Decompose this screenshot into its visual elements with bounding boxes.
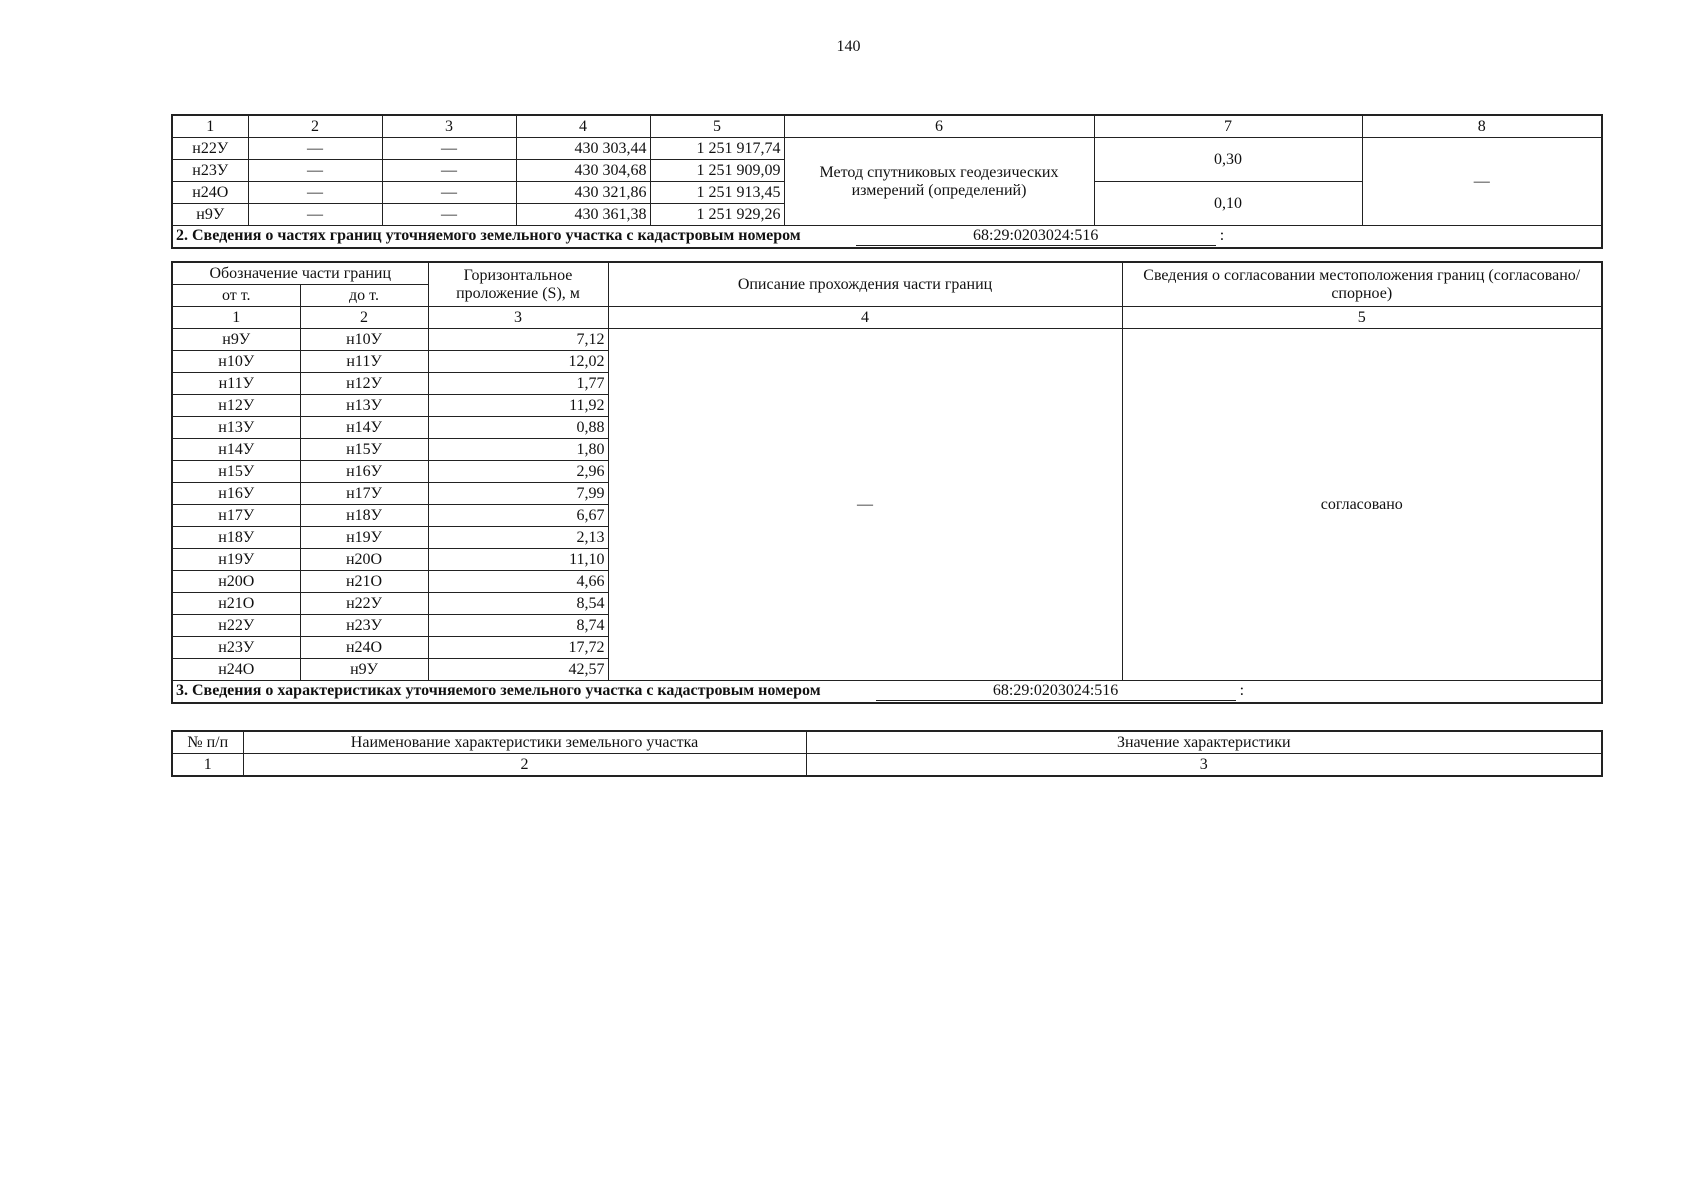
col-numbers-row: [172, 307, 1602, 329]
accuracy-cell: 0,10: [1094, 182, 1362, 226]
col8-cell: —: [1362, 138, 1602, 226]
point-row: [172, 138, 1602, 160]
segment-to: н11У: [300, 351, 428, 373]
accuracy-cell: 0,30: [1094, 138, 1362, 182]
col-number-5: 5: [650, 115, 784, 138]
description-header: Описание прохождения части границ: [608, 262, 1122, 307]
segment-to: н20О: [300, 549, 428, 571]
segment-distance: 2,96: [428, 461, 608, 483]
description-value: —: [608, 329, 1122, 681]
segment-from: н22У: [172, 615, 300, 637]
segment-from: н24О: [172, 659, 300, 681]
segment-distance: 17,72: [428, 637, 608, 659]
section3-title-row: [172, 681, 1602, 704]
segment-from: н21О: [172, 593, 300, 615]
point-col2: —: [248, 138, 382, 160]
segment-distance: 8,54: [428, 593, 608, 615]
point-y: 1 251 913,45: [650, 182, 784, 204]
segment-to: н21О: [300, 571, 428, 593]
method-cell: Метод спутниковых геодезических измерений (определений): [784, 138, 1094, 226]
segment-row: [172, 329, 1602, 351]
num-header: № п/п: [172, 731, 243, 754]
segment-to: н9У: [300, 659, 428, 681]
points-table: [171, 114, 1603, 249]
segment-to: н22У: [300, 593, 428, 615]
segment-distance: 8,74: [428, 615, 608, 637]
segment-distance: 11,92: [428, 395, 608, 417]
point-y: 1 251 909,09: [650, 160, 784, 182]
col-number-4: 4: [608, 307, 1122, 329]
segment-from: н19У: [172, 549, 300, 571]
from-header: от т.: [172, 285, 300, 307]
col-number-4: 4: [516, 115, 650, 138]
segment-distance: 7,12: [428, 329, 608, 351]
segment-from: н10У: [172, 351, 300, 373]
segment-to: н12У: [300, 373, 428, 395]
section3-cadastral-number: 68:29:0203024:516: [876, 682, 1236, 701]
to-header: до т.: [300, 285, 428, 307]
col-number-1: 1: [172, 307, 300, 329]
characteristics-table: [171, 730, 1603, 777]
segment-to: н14У: [300, 417, 428, 439]
col-number-1: 1: [172, 754, 243, 777]
agreement-value: согласовано: [1122, 329, 1602, 681]
segment-distance: 6,67: [428, 505, 608, 527]
col-number-7: 7: [1094, 115, 1362, 138]
segment-distance: 4,66: [428, 571, 608, 593]
boundary-parts-table: [171, 261, 1603, 704]
section2-title-row: [172, 226, 1602, 249]
point-name: н9У: [172, 204, 248, 226]
point-name: н24О: [172, 182, 248, 204]
col-number-3: 3: [382, 115, 516, 138]
point-name: н23У: [172, 160, 248, 182]
segment-distance: 0,88: [428, 417, 608, 439]
segment-to: н24О: [300, 637, 428, 659]
point-col3: —: [382, 182, 516, 204]
point-y: 1 251 929,26: [650, 204, 784, 226]
section2-colon: :: [1219, 227, 1225, 245]
segment-from: н13У: [172, 417, 300, 439]
segment-distance: 12,02: [428, 351, 608, 373]
col-number-3: 3: [806, 754, 1602, 777]
segment-to: н10У: [300, 329, 428, 351]
col-number-3: 3: [428, 307, 608, 329]
segment-to: н23У: [300, 615, 428, 637]
segment-distance: 42,57: [428, 659, 608, 681]
segment-distance: 1,77: [428, 373, 608, 395]
segment-from: н17У: [172, 505, 300, 527]
col-number-1: 1: [172, 115, 248, 138]
col-number-6: 6: [784, 115, 1094, 138]
characteristic-name-header: Наименование характеристики земельного участка: [243, 731, 806, 754]
section3-colon: :: [1239, 682, 1245, 700]
point-col3: —: [382, 138, 516, 160]
point-x: 430 361,38: [516, 204, 650, 226]
segment-to: н17У: [300, 483, 428, 505]
segment-to: н13У: [300, 395, 428, 417]
point-col2: —: [248, 182, 382, 204]
col-number-8: 8: [1362, 115, 1602, 138]
characteristic-value-header: Значение характеристики: [806, 731, 1602, 754]
page-number: 140: [836, 38, 861, 55]
segment-from: н14У: [172, 439, 300, 461]
segment-distance: 7,99: [428, 483, 608, 505]
segment-from: н20О: [172, 571, 300, 593]
col-number-2: 2: [243, 754, 806, 777]
distance-header: Горизонтальное проложение (S), м: [428, 262, 608, 307]
segment-distance: 11,10: [428, 549, 608, 571]
section2-cadastral-number: 68:29:0203024:516: [856, 227, 1216, 246]
segment-to: н19У: [300, 527, 428, 549]
segment-from: н15У: [172, 461, 300, 483]
segment-from: н18У: [172, 527, 300, 549]
segment-to: н15У: [300, 439, 428, 461]
section3-title: 3. Сведения о характеристиках уточняемого земельного участка с кадастровым номером: [176, 682, 821, 700]
agreement-header: Сведения о согласовании местоположения границ (согласовано/спорное): [1122, 262, 1602, 307]
point-x: 430 304,68: [516, 160, 650, 182]
segment-distance: 1,80: [428, 439, 608, 461]
segment-from: н12У: [172, 395, 300, 417]
point-col3: —: [382, 204, 516, 226]
section2-title: 2. Сведения о частях границ уточняемого земельного участка с кадастровым номером: [176, 227, 801, 245]
segment-to: н16У: [300, 461, 428, 483]
segment-from: н16У: [172, 483, 300, 505]
designation-header: Обозначение части границ: [172, 262, 428, 285]
segment-from: н11У: [172, 373, 300, 395]
point-col2: —: [248, 160, 382, 182]
segment-from: н23У: [172, 637, 300, 659]
point-y: 1 251 917,74: [650, 138, 784, 160]
col-number-5: 5: [1122, 307, 1602, 329]
point-col3: —: [382, 160, 516, 182]
point-x: 430 321,86: [516, 182, 650, 204]
col-numbers-row: [172, 754, 1602, 777]
segment-to: н18У: [300, 505, 428, 527]
points-table-header-row: [172, 115, 1602, 138]
point-name: н22У: [172, 138, 248, 160]
col-number-2: 2: [300, 307, 428, 329]
segment-from: н9У: [172, 329, 300, 351]
point-col2: —: [248, 204, 382, 226]
point-x: 430 303,44: [516, 138, 650, 160]
col-number-2: 2: [248, 115, 382, 138]
segment-distance: 2,13: [428, 527, 608, 549]
